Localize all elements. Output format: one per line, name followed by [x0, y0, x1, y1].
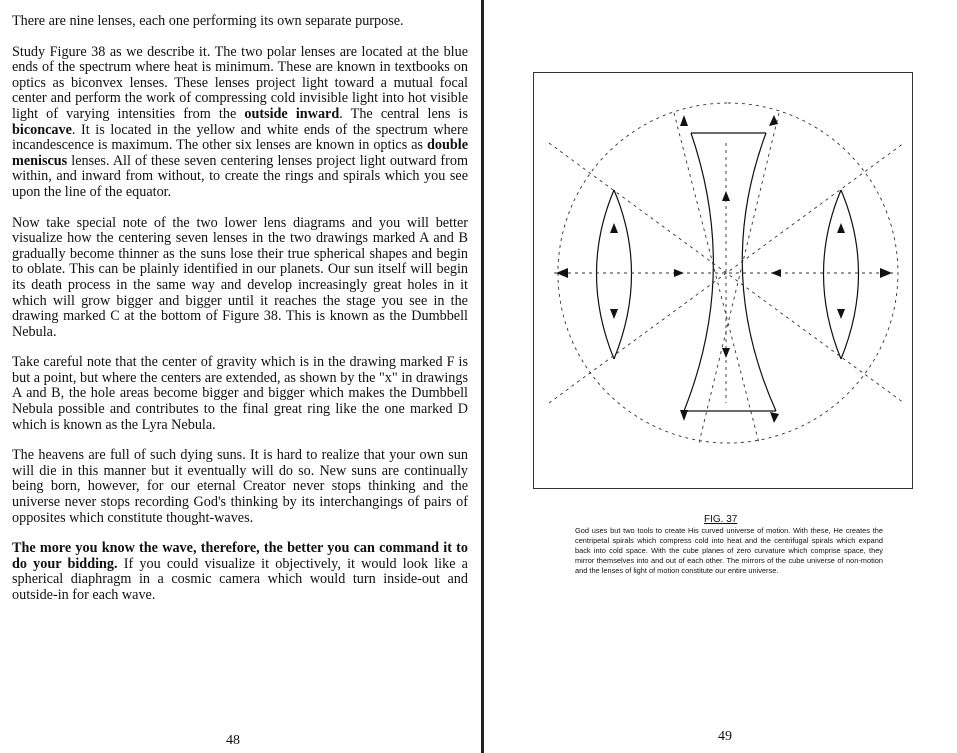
left-page-text [12, 14, 468, 619]
body-paragraph: Study Figure 38 as we describe it. The two polar lenses are located at the blue ends of the spectrum where heat is minimum. These are known in textbooks on optics as biconvex lenses. These lenses project light toward a mutual focal center and perform the work of compressing cold invisible light into hot visible light of varying intensities from the outside inward. The central lens is biconcave. It is located in the yellow and white ends of the spectrum where incandescence is maximum. The other six lenses are known in optics as double meniscus lenses. All of these seven centering lenses project light outward from within, and inward from without, to create the rings and spirals which you see upon the line of the equator. [12, 43, 468, 200]
bold-emphasis: outside inward [244, 105, 340, 122]
figure-label: FIG. 37 [704, 514, 738, 525]
bold-emphasis: double meniscus [12, 137, 468, 169]
arrow-right-icon [880, 268, 892, 278]
central-biconcave-lens [684, 133, 713, 411]
bold-emphasis: biconcave [12, 121, 72, 138]
body-paragraph: There are nine lenses, each one performing its own separate purpose. [12, 13, 404, 29]
bold-emphasis: The more you know the wave, therefore, the better you can command it to do your bidding. [12, 540, 468, 572]
page-number-left: 48 [226, 733, 240, 748]
page-number-right: 49 [718, 729, 732, 744]
lens-diagram [534, 73, 912, 488]
body-paragraph: Now take special note of the two lower lens diagrams and you will better visualize how the centering seven lenses in the two drawings marked A and B gradually become thinner as the suns lose their true spherical shapes and begin to oblate. This can be plainly identified in our planets. Our sun itself will begin its death process in the same way and develop increasingly great holes in it which will grow bigger and bigger until it reaches the stage you see in the drawing marked C at the bottom of Figure 38. This is known as the Dumbbell Nebula. [12, 214, 468, 340]
figure-caption: God uses but two tools to create His curved universe of motion. With these, He creates the centripetal spirals which compress cold into heat and the centrifugal spirals which expand back into cold space. With the cube planes of zero curvature which comprise space, they mirror themselves into and out of each other. The mirrors of the cube universe of non-motion and the lenses of light of motion constitute our entire universe. [575, 526, 883, 575]
arrow-left-icon [556, 268, 568, 278]
book-spine [481, 0, 484, 753]
body-paragraph: Take careful note that the center of gravity which is in the drawing marked F is but a point, but where the centers are extended, as shown by the "x" in drawings A and B, the hole areas become bigger and bigger which makes the Dumbbell Nebula possible and contributes to the final great ring like the one marked D which is known as the Lyra Nebula. [12, 354, 468, 433]
dotted-circle [558, 103, 898, 443]
figure-37-frame [533, 72, 913, 489]
body-paragraph: The more you know the wave, therefore, the better you can command it to do your bidding. If you could visualize it objectively, it would look like a spherical diaphragm in a cosmic camera which would turn inside-out and outside-in for each wave. [12, 540, 468, 603]
left-biconvex-lens [597, 190, 615, 359]
right-biconvex-lens [824, 190, 842, 359]
arrow-up-icon [680, 115, 688, 126]
body-paragraph: The heavens are full of such dying suns. It is hard to realize that your own sun will die in this manner but it eventually will do so. New suns are continually being born, however, for our eternal Creator never stops thinking and the universe never stops recording God's thinking by its interchangings of pairs of opposites which constitute thought-waves. [12, 447, 468, 526]
